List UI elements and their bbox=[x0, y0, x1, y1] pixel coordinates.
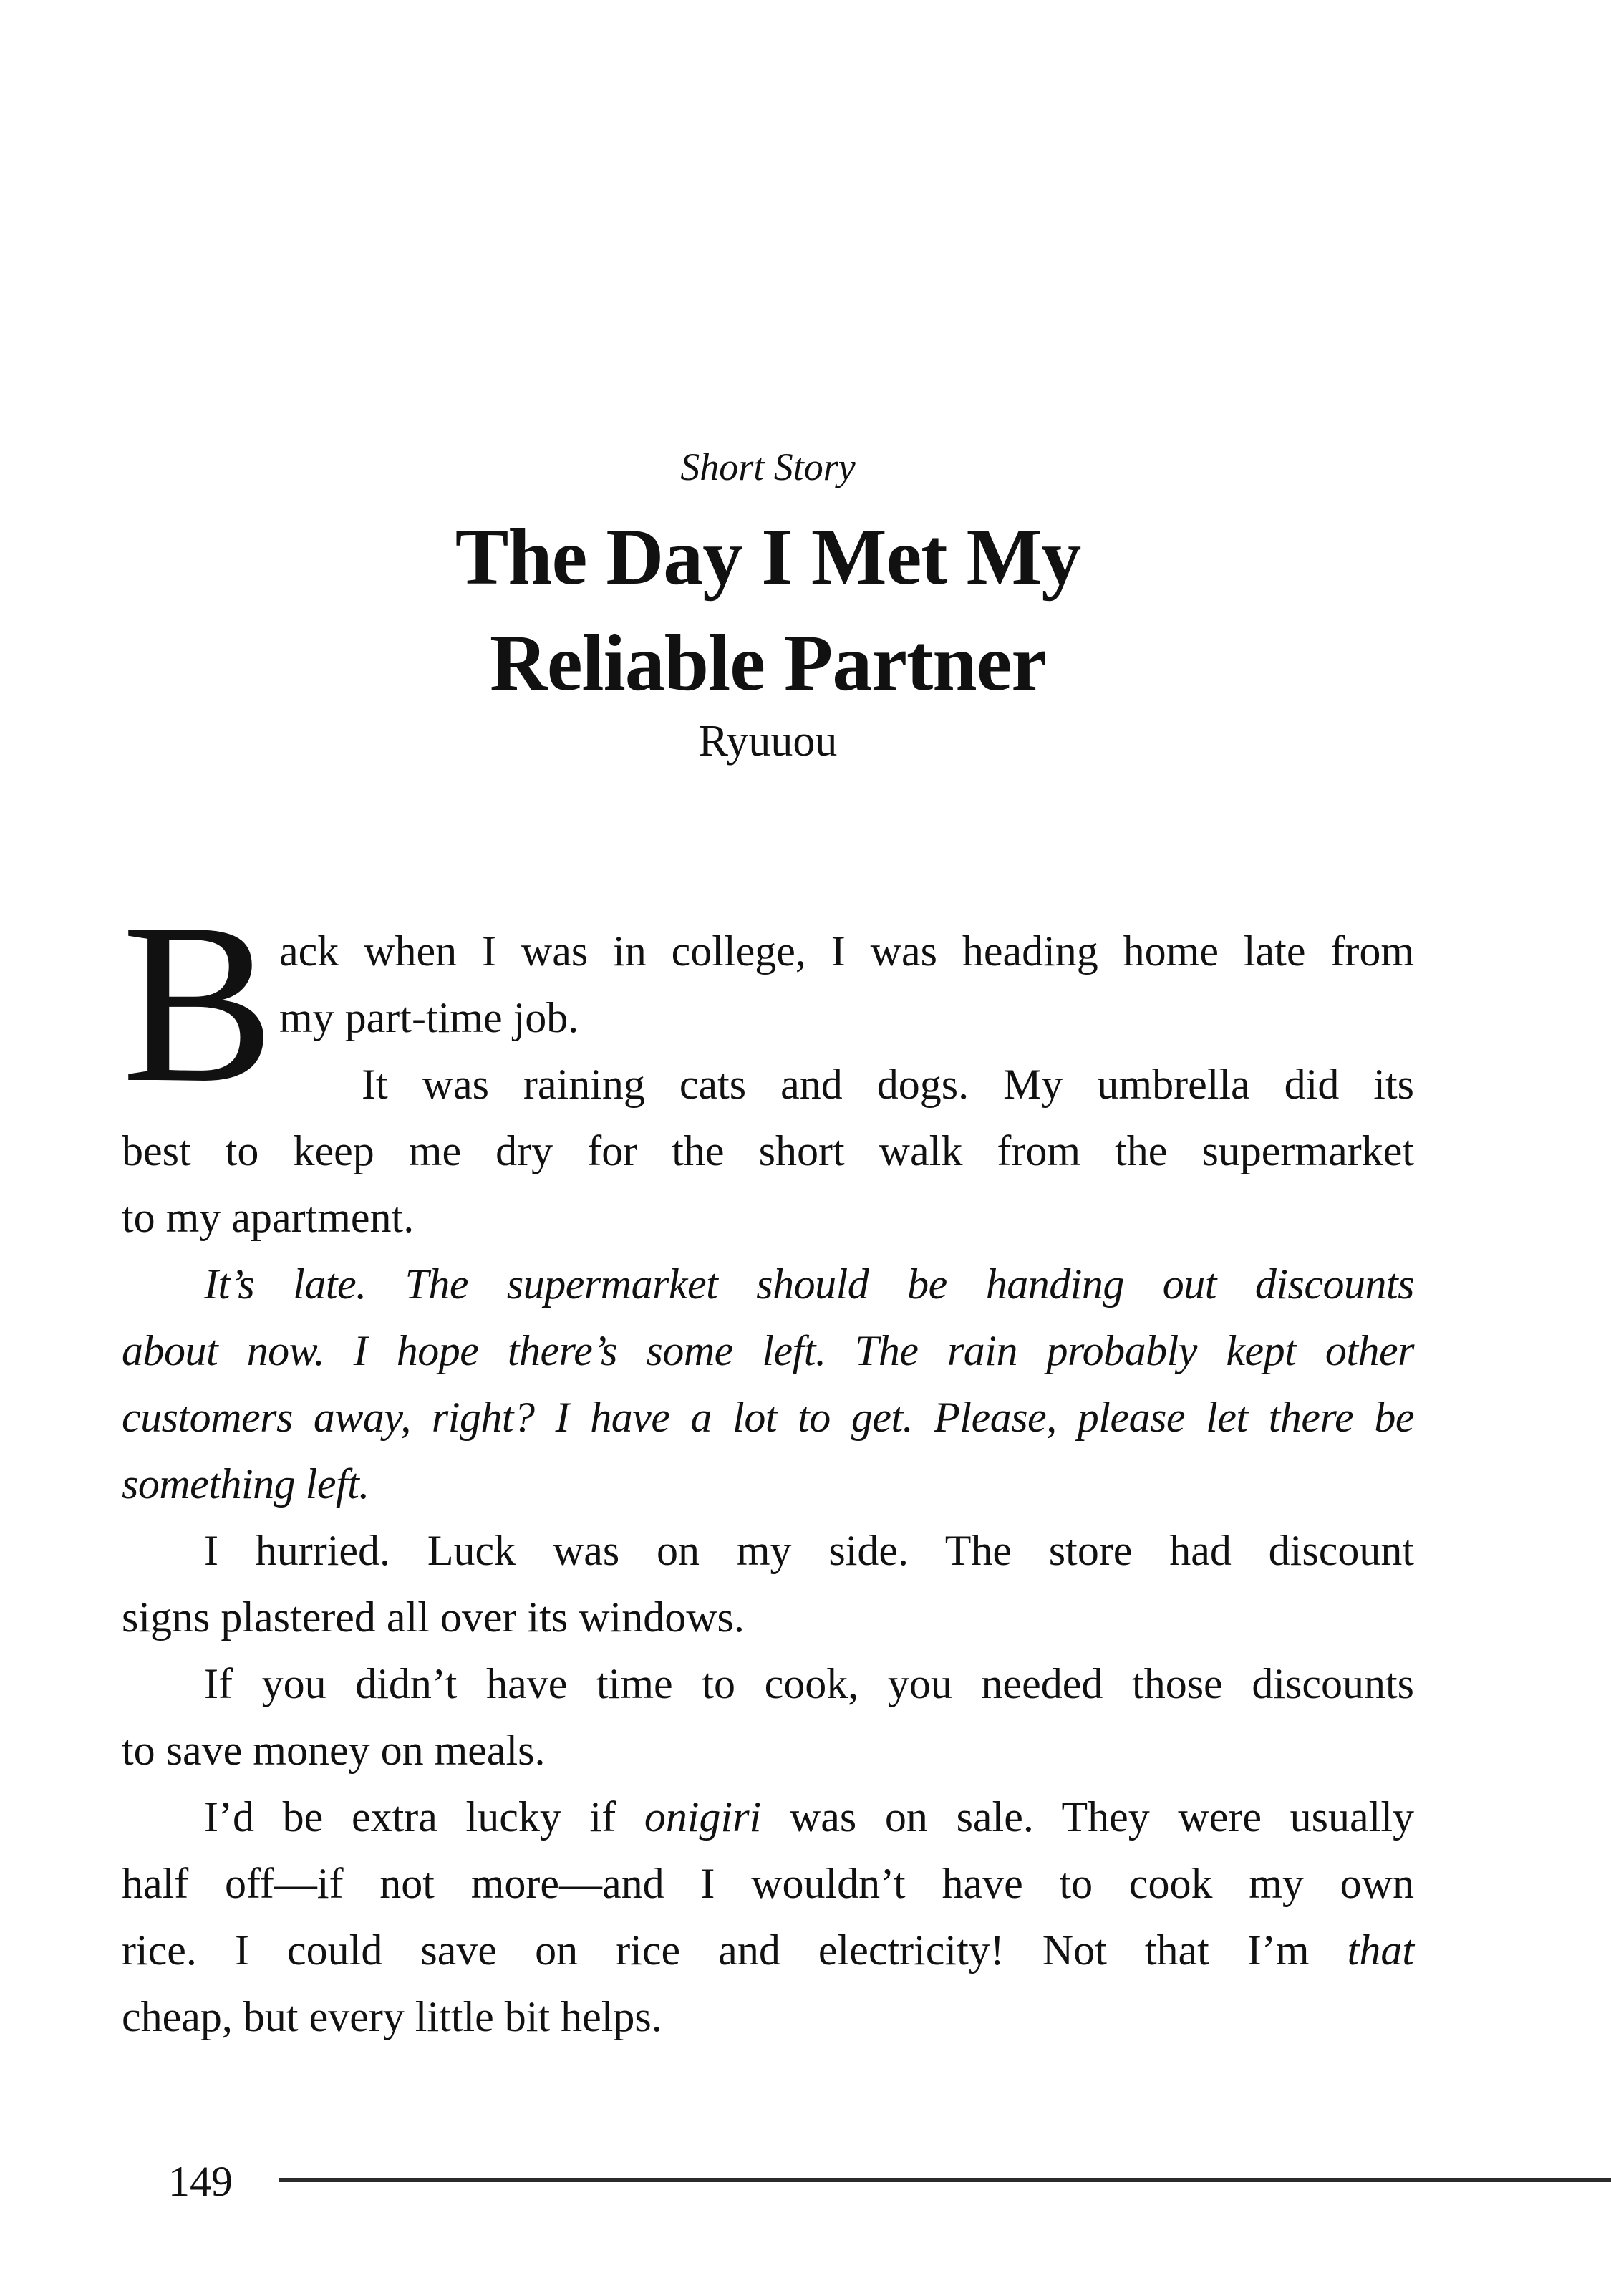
text-line: half off—if not more—and I wouldn’t have to cook my own bbox=[122, 1860, 1414, 1907]
paragraph bbox=[122, 1651, 1414, 1784]
text-line: cheap, but every little bit helps. bbox=[122, 1993, 662, 2040]
text-line: to my apartment. bbox=[122, 1194, 415, 1241]
paragraph bbox=[122, 1518, 1414, 1651]
paragraph bbox=[122, 1051, 1414, 1251]
text-line: If you didn’t have time to cook, you needed those discounts bbox=[204, 1660, 1414, 1707]
title-line: Reliable Partner bbox=[489, 619, 1047, 708]
text-line: customers away, right? I have a lot to get. Please, please let there be bbox=[122, 1394, 1414, 1441]
text-line: about now. I hope there’s some left. The rain probably kept other bbox=[122, 1327, 1414, 1374]
text-line: It’s late. The supermarket should be handing out discounts bbox=[204, 1260, 1414, 1308]
footer-rule bbox=[279, 2178, 1611, 2182]
text-line: my part-time job. bbox=[279, 994, 579, 1041]
text-line: to save money on meals. bbox=[122, 1727, 546, 1774]
text-line: I’d be extra lucky if onigiri was on sale. They were usually bbox=[204, 1793, 1414, 1841]
text-line: It was raining cats and dogs. My umbrella did its bbox=[362, 1061, 1414, 1108]
title-line: The Day I Met My bbox=[455, 513, 1081, 602]
story-author: Ryuuou bbox=[698, 717, 838, 766]
paragraph bbox=[122, 918, 1414, 1051]
story-body bbox=[122, 877, 1414, 2050]
text-line: something left. bbox=[122, 1460, 369, 1508]
text-line: rice. I could save on rice and electricity! Not that I’m that bbox=[122, 1926, 1414, 1974]
text-line: I hurried. Luck was on my side. The store had discount bbox=[204, 1527, 1414, 1574]
story-kicker: Short Story bbox=[680, 445, 856, 488]
paragraph bbox=[122, 1251, 1414, 1518]
paragraph bbox=[122, 1784, 1414, 2050]
story-title bbox=[122, 504, 1414, 716]
text-line: ack when I was in college, I was heading home late from bbox=[279, 927, 1414, 975]
page-number: 149 bbox=[168, 2158, 233, 2205]
text-line: best to keep me dry for the short walk from the supermarket bbox=[122, 1127, 1414, 1174]
drop-cap: B bbox=[122, 877, 275, 1130]
text-line: signs plastered all over its windows. bbox=[122, 1593, 745, 1641]
